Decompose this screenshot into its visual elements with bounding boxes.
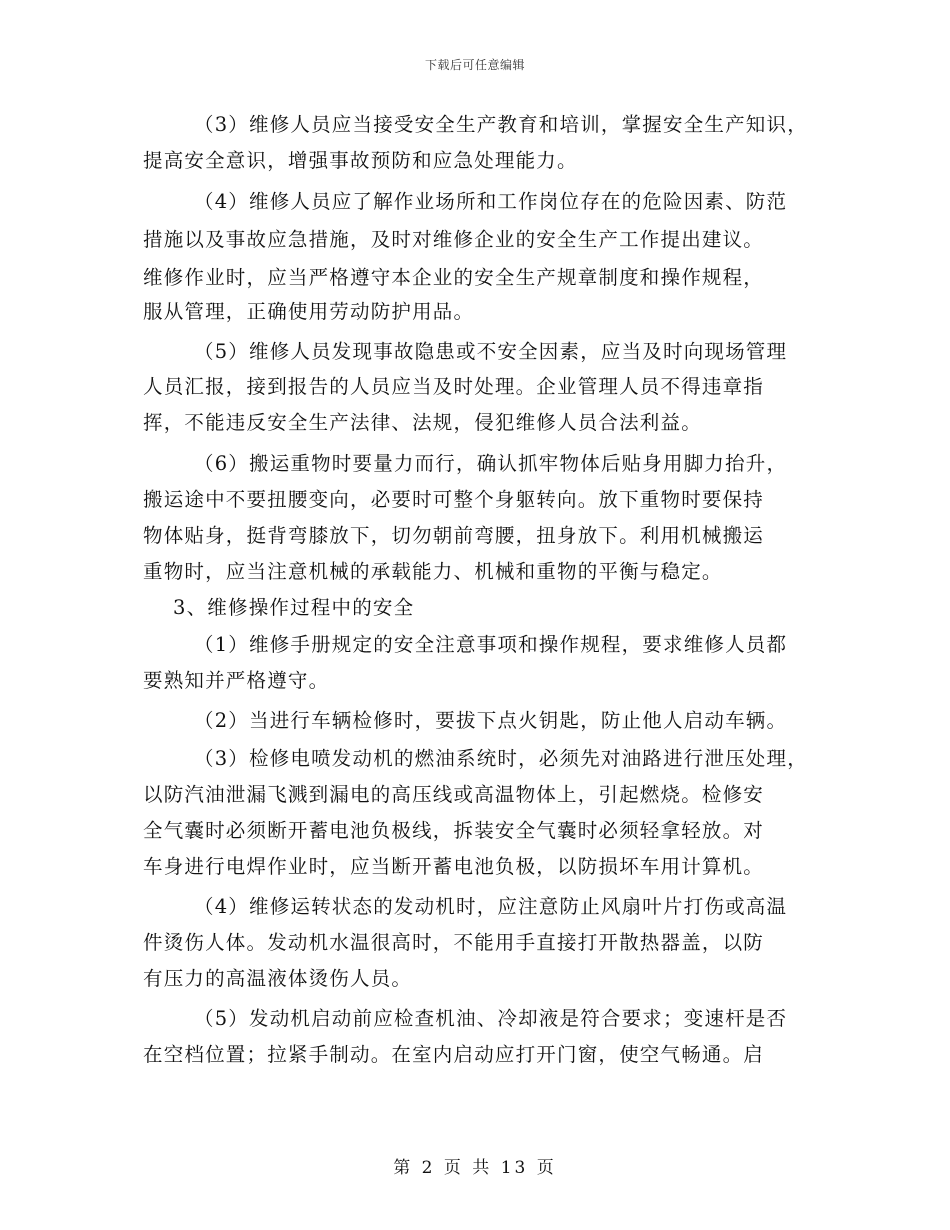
section-heading: 3、维修操作过程中的安全 [173, 596, 415, 619]
text-line: 物体贴身，挺背弯膝放下，切勿朝前弯腰，扭身放下。利用机械搬运 [143, 524, 765, 547]
text-line: 措施以及事故应急措施，及时对维修企业的安全生产工作提出建议。 [143, 228, 765, 251]
text-line: （1）维修手册规定的安全注意事项和操作规程，要求维修人员都 [194, 633, 788, 656]
text-line: 挥，不能违反安全生产法律、法规，侵犯维修人员合法利益。 [143, 411, 702, 434]
text-line: 提高安全意识，增强事故预防和应急处理能力。 [143, 149, 578, 172]
text-line: 维修作业时，应当严格遵守本企业的安全生产规章制度和操作规程， [143, 266, 765, 289]
page-number: 第 2 页 共 13 页 [393, 1158, 557, 1178]
text-line: （5）维修人员发现事故隐患或不安全因素，应当及时向现场管理 [194, 340, 788, 363]
text-line: 在空档位置；拉紧手制动。在室内启动应打开门窗，使空气畅通。启 [143, 1043, 765, 1066]
text-line: 搬运途中不要扭腰变向，必要时可整个身躯转向。放下重物时要保持 [143, 488, 765, 511]
text-line: （3）维修人员应当接受安全生产教育和培训，掌握安全生产知识， [194, 113, 808, 136]
text-line: 重物时，应当注意机械的承载能力、机械和重物的平衡与稳定。 [143, 560, 723, 583]
text-line: （6）搬运重物时要量力而行，确认抓牢物体后贴身用脚力抬升， [194, 452, 788, 475]
text-line: （3）检修电喷发动机的燃油系统时，必须先对油路进行泄压处理， [194, 747, 808, 770]
text-line: 以防汽油泄漏飞溅到漏电的高压线或高温物体上，引起燃烧。检修安 [143, 783, 765, 806]
text-line: 有压力的高温液体烫伤人员。 [143, 967, 413, 990]
text-line: 件烫伤人体。发动机水温很高时，不能用手直接打开散热器盖，以防 [143, 931, 765, 954]
text-line: （5）发动机启动前应检查机油、冷却液是符合要求；变速杆是否 [194, 1007, 788, 1030]
text-line: 服从管理，正确使用劳动防护用品。 [143, 300, 475, 323]
text-line: 人员汇报，接到报告的人员应当及时处理。企业管理人员不得违章指 [143, 375, 765, 398]
text-line: （2）当进行车辆检修时，要拔下点火钥匙，防止他人启动车辆。 [194, 709, 788, 732]
text-line: 车身进行电焊作业时，应当断开蓄电池负极，以防损坏车用计算机。 [143, 855, 765, 878]
text-line: （4）维修运转状态的发动机时，应注意防止风扇叶片打伤或高温 [194, 895, 788, 918]
page-header-note: 下载后可任意编辑 [424, 58, 525, 72]
text-line: （4）维修人员应了解作业场所和工作岗位存在的危险因素、防范 [194, 190, 788, 213]
text-line: 全气囊时必须断开蓄电池负极线，拆装安全气囊时必须轻拿轻放。对 [143, 819, 765, 842]
text-line: 要熟知并严格遵守。 [143, 669, 330, 692]
